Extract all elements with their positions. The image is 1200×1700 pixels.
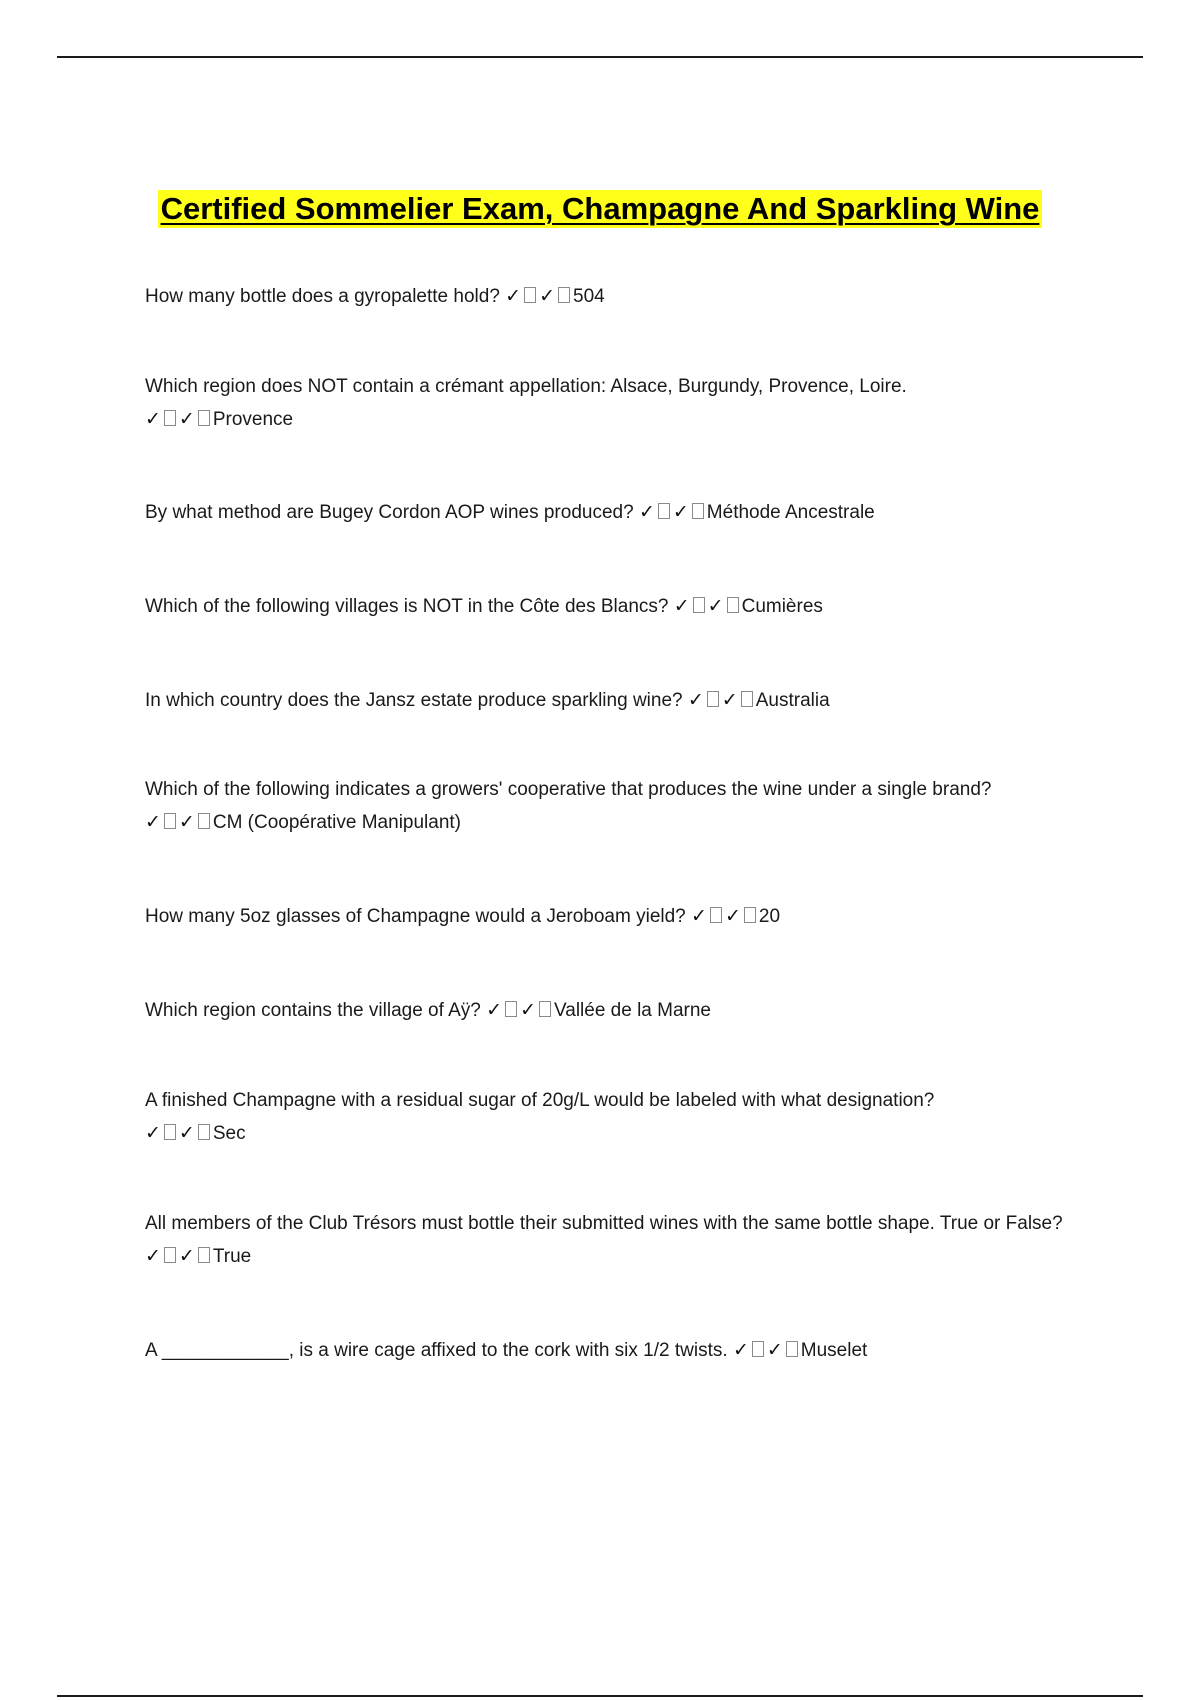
checkmark-icon: ✓: [178, 811, 195, 833]
checkmark-icon: ✓: [766, 1339, 783, 1361]
checkmark-icon: ✓: [721, 689, 738, 711]
box-icon: [710, 907, 722, 923]
checkmark-icon: ✓: [638, 501, 655, 523]
qa-item: [145, 900, 1080, 933]
checkmark-icon: ✓: [673, 595, 690, 617]
qa-item: [145, 1334, 1080, 1367]
question-text: A ____________, is a wire cage affixed to the cork with six 1/2 twists.: [145, 1340, 728, 1361]
checkmark-icon: ✓: [691, 905, 707, 927]
box-icon: [505, 1001, 517, 1017]
bottom-rule: [57, 1695, 1143, 1697]
answer-text: CM (Coopérative Manipulant): [212, 812, 462, 833]
box-icon: [164, 813, 176, 829]
answer-text: Cumières: [741, 596, 823, 617]
document-title: Certified Sommelier Exam, Champagne And Sparkling Wine: [158, 190, 1043, 228]
qa-item: [145, 590, 1080, 623]
answer-text: Provence: [212, 409, 294, 430]
answer-text: Méthode Ancestrale: [706, 502, 875, 523]
checkmark-icon: ✓: [539, 285, 556, 307]
checkmark-icon: ✓: [724, 905, 741, 927]
box-icon: [786, 1341, 798, 1357]
checkmark-icon: ✓: [672, 501, 689, 523]
box-icon: [198, 410, 210, 426]
qa-item: [145, 280, 1080, 313]
checkmark-icon: ✓: [145, 1245, 161, 1267]
box-icon: [693, 597, 705, 613]
checkmark-icon: ✓: [145, 811, 161, 833]
title-container: [0, 190, 1200, 228]
checkmark-icon: ✓: [707, 595, 724, 617]
checkmark-icon: ✓: [486, 999, 503, 1021]
checkmark-icon: ✓: [145, 408, 161, 430]
checkmark-icon: ✓: [732, 1339, 749, 1361]
box-icon: [752, 1341, 764, 1357]
question-text: All members of the Club Trésors must bottle their submitted wines with the same bottle shape. True or False?: [145, 1213, 1063, 1234]
box-icon: [198, 1247, 210, 1263]
answer-text: Vallée de la Marne: [553, 1000, 712, 1021]
question-text: Which of the following villages is NOT in the Côte des Blancs?: [145, 596, 669, 617]
checkmark-icon: ✓: [178, 408, 195, 430]
checkmark-icon: ✓: [145, 1122, 161, 1144]
box-icon: [164, 1124, 176, 1140]
qa-item: [145, 774, 1080, 839]
checkmark-icon: ✓: [178, 1245, 195, 1267]
answer-text: 20: [758, 906, 781, 927]
qa-item: [145, 1085, 1080, 1150]
box-icon: [164, 410, 176, 426]
checkmark-icon: ✓: [178, 1122, 195, 1144]
question-text: Which region does NOT contain a crémant appellation: Alsace, Burgundy, Provence, Loire.: [145, 376, 907, 397]
box-icon: [658, 503, 670, 519]
box-icon: [198, 813, 210, 829]
qa-item: [145, 371, 1080, 436]
box-icon: [164, 1247, 176, 1263]
box-icon: [707, 691, 719, 707]
box-icon: [558, 287, 570, 303]
answer-text: Sec: [212, 1123, 246, 1144]
qa-item: [145, 994, 1080, 1027]
question-text: How many 5oz glasses of Champagne would a Jeroboam yield?: [145, 906, 686, 927]
top-rule: [57, 56, 1143, 58]
question-text: In which country does the Jansz estate produce sparkling wine?: [145, 690, 683, 711]
box-icon: [741, 691, 753, 707]
qa-item: [145, 496, 1080, 529]
answer-text: 504: [573, 286, 605, 307]
question-text: By what method are Bugey Cordon AOP wines produced?: [145, 502, 634, 523]
box-icon: [692, 503, 704, 519]
qa-item: [145, 684, 1080, 717]
question-text: How many bottle does a gyropalette hold?: [145, 286, 500, 307]
question-text: Which region contains the village of Aÿ?: [145, 1000, 481, 1021]
qa-item: [145, 1208, 1080, 1273]
checkmark-icon: ✓: [687, 689, 704, 711]
question-text: Which of the following indicates a growers' cooperative that produces the wine under a single brand?: [145, 779, 992, 800]
answer-text: Australia: [755, 690, 830, 711]
answer-text: True: [212, 1246, 252, 1267]
answer-text: Muselet: [800, 1340, 868, 1361]
box-icon: [744, 907, 756, 923]
box-icon: [524, 287, 536, 303]
question-text: A finished Champagne with a residual sugar of 20g/L would be labeled with what designation?: [145, 1090, 935, 1111]
box-icon: [539, 1001, 551, 1017]
checkmark-icon: ✓: [505, 285, 522, 307]
checkmark-icon: ✓: [520, 999, 536, 1021]
box-icon: [198, 1124, 210, 1140]
box-icon: [727, 597, 739, 613]
